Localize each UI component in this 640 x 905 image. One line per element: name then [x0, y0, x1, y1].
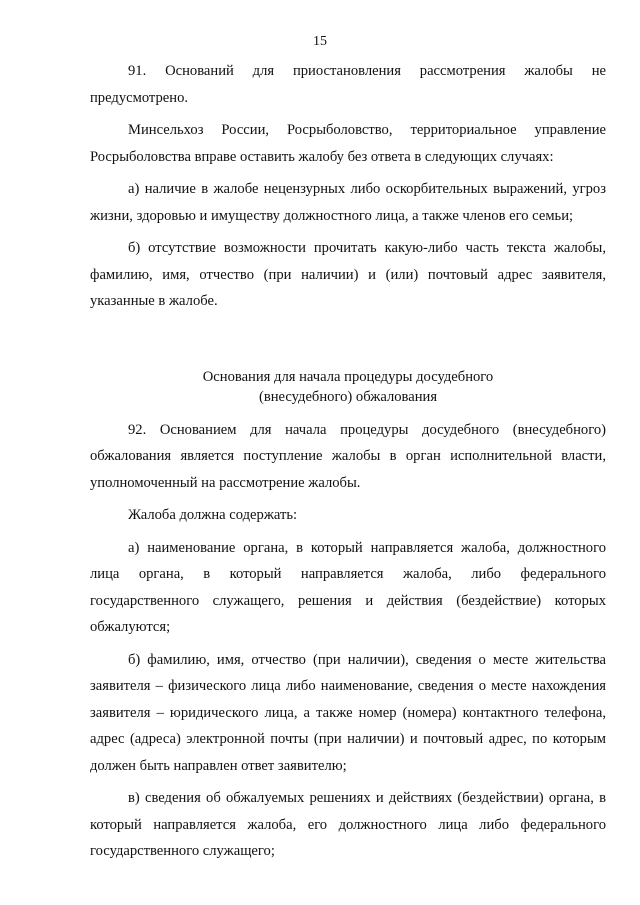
section-heading	[90, 367, 606, 407]
page-number: 15	[313, 34, 327, 49]
section-heading-line-2: (внесудебного) обжалования	[258, 388, 438, 405]
paragraph-92: 92. Основанием для начала процедуры досудебного (внесудебного) обжалования является поступление жалобы в орган исполнительной власти, уполномоченный на рассмотрение жалобы.	[90, 421, 606, 491]
paragraph-no-answer-cases: Минсельхоз России, Росрыболовство, территориальное управление Росрыболовства вправе оставить жалобу без ответа в следующих случаях:	[90, 122, 606, 165]
paragraph-case-b: б) отсутствие возможности прочитать какую-либо часть текста жалобы, фамилию, имя, отчество (при наличии) и (или) почтовый адрес заявителя, указанные в жалобе.	[90, 240, 606, 309]
paragraph-item-v: в) сведения об обжалуемых решениях и действиях (бездействии) органа, в который направляется жалоба, его должностного лица либо федерального государственного служащего;	[90, 790, 606, 859]
paragraph-complaint-content: Жалоба должна содержать:	[128, 507, 298, 523]
document-body	[90, 58, 606, 871]
paragraph-case-a: а) наличие в жалобе нецензурных либо оскорбительных выражений, угроз жизни, здоровью и имуществу должностного лица, а также членов его семьи;	[90, 181, 606, 224]
paragraph-91: 91. Оснований для приостановления рассмотрения жалобы не предусмотрено.	[90, 63, 606, 106]
paragraph-item-b: б) фамилию, имя, отчество (при наличии), сведения о месте жительства заявителя – физического лица либо наименование, сведения о месте нахождения заявителя – юридического лица, а также номер (номера) контактного телефона, адрес (адреса) электронной почты (при наличии) и почтовый адрес, по которым должен быть направлен ответ заявителю;	[90, 651, 606, 774]
section-heading-line-1: Основания для начала процедуры досудебного	[202, 368, 494, 385]
paragraph-item-a: а) наименование органа, в который направляется жалоба, должностного лица органа, в который направляется жалоба, либо федерального государственного служащего, решения и действия (бездействие) которых обжалуются;	[90, 539, 606, 635]
